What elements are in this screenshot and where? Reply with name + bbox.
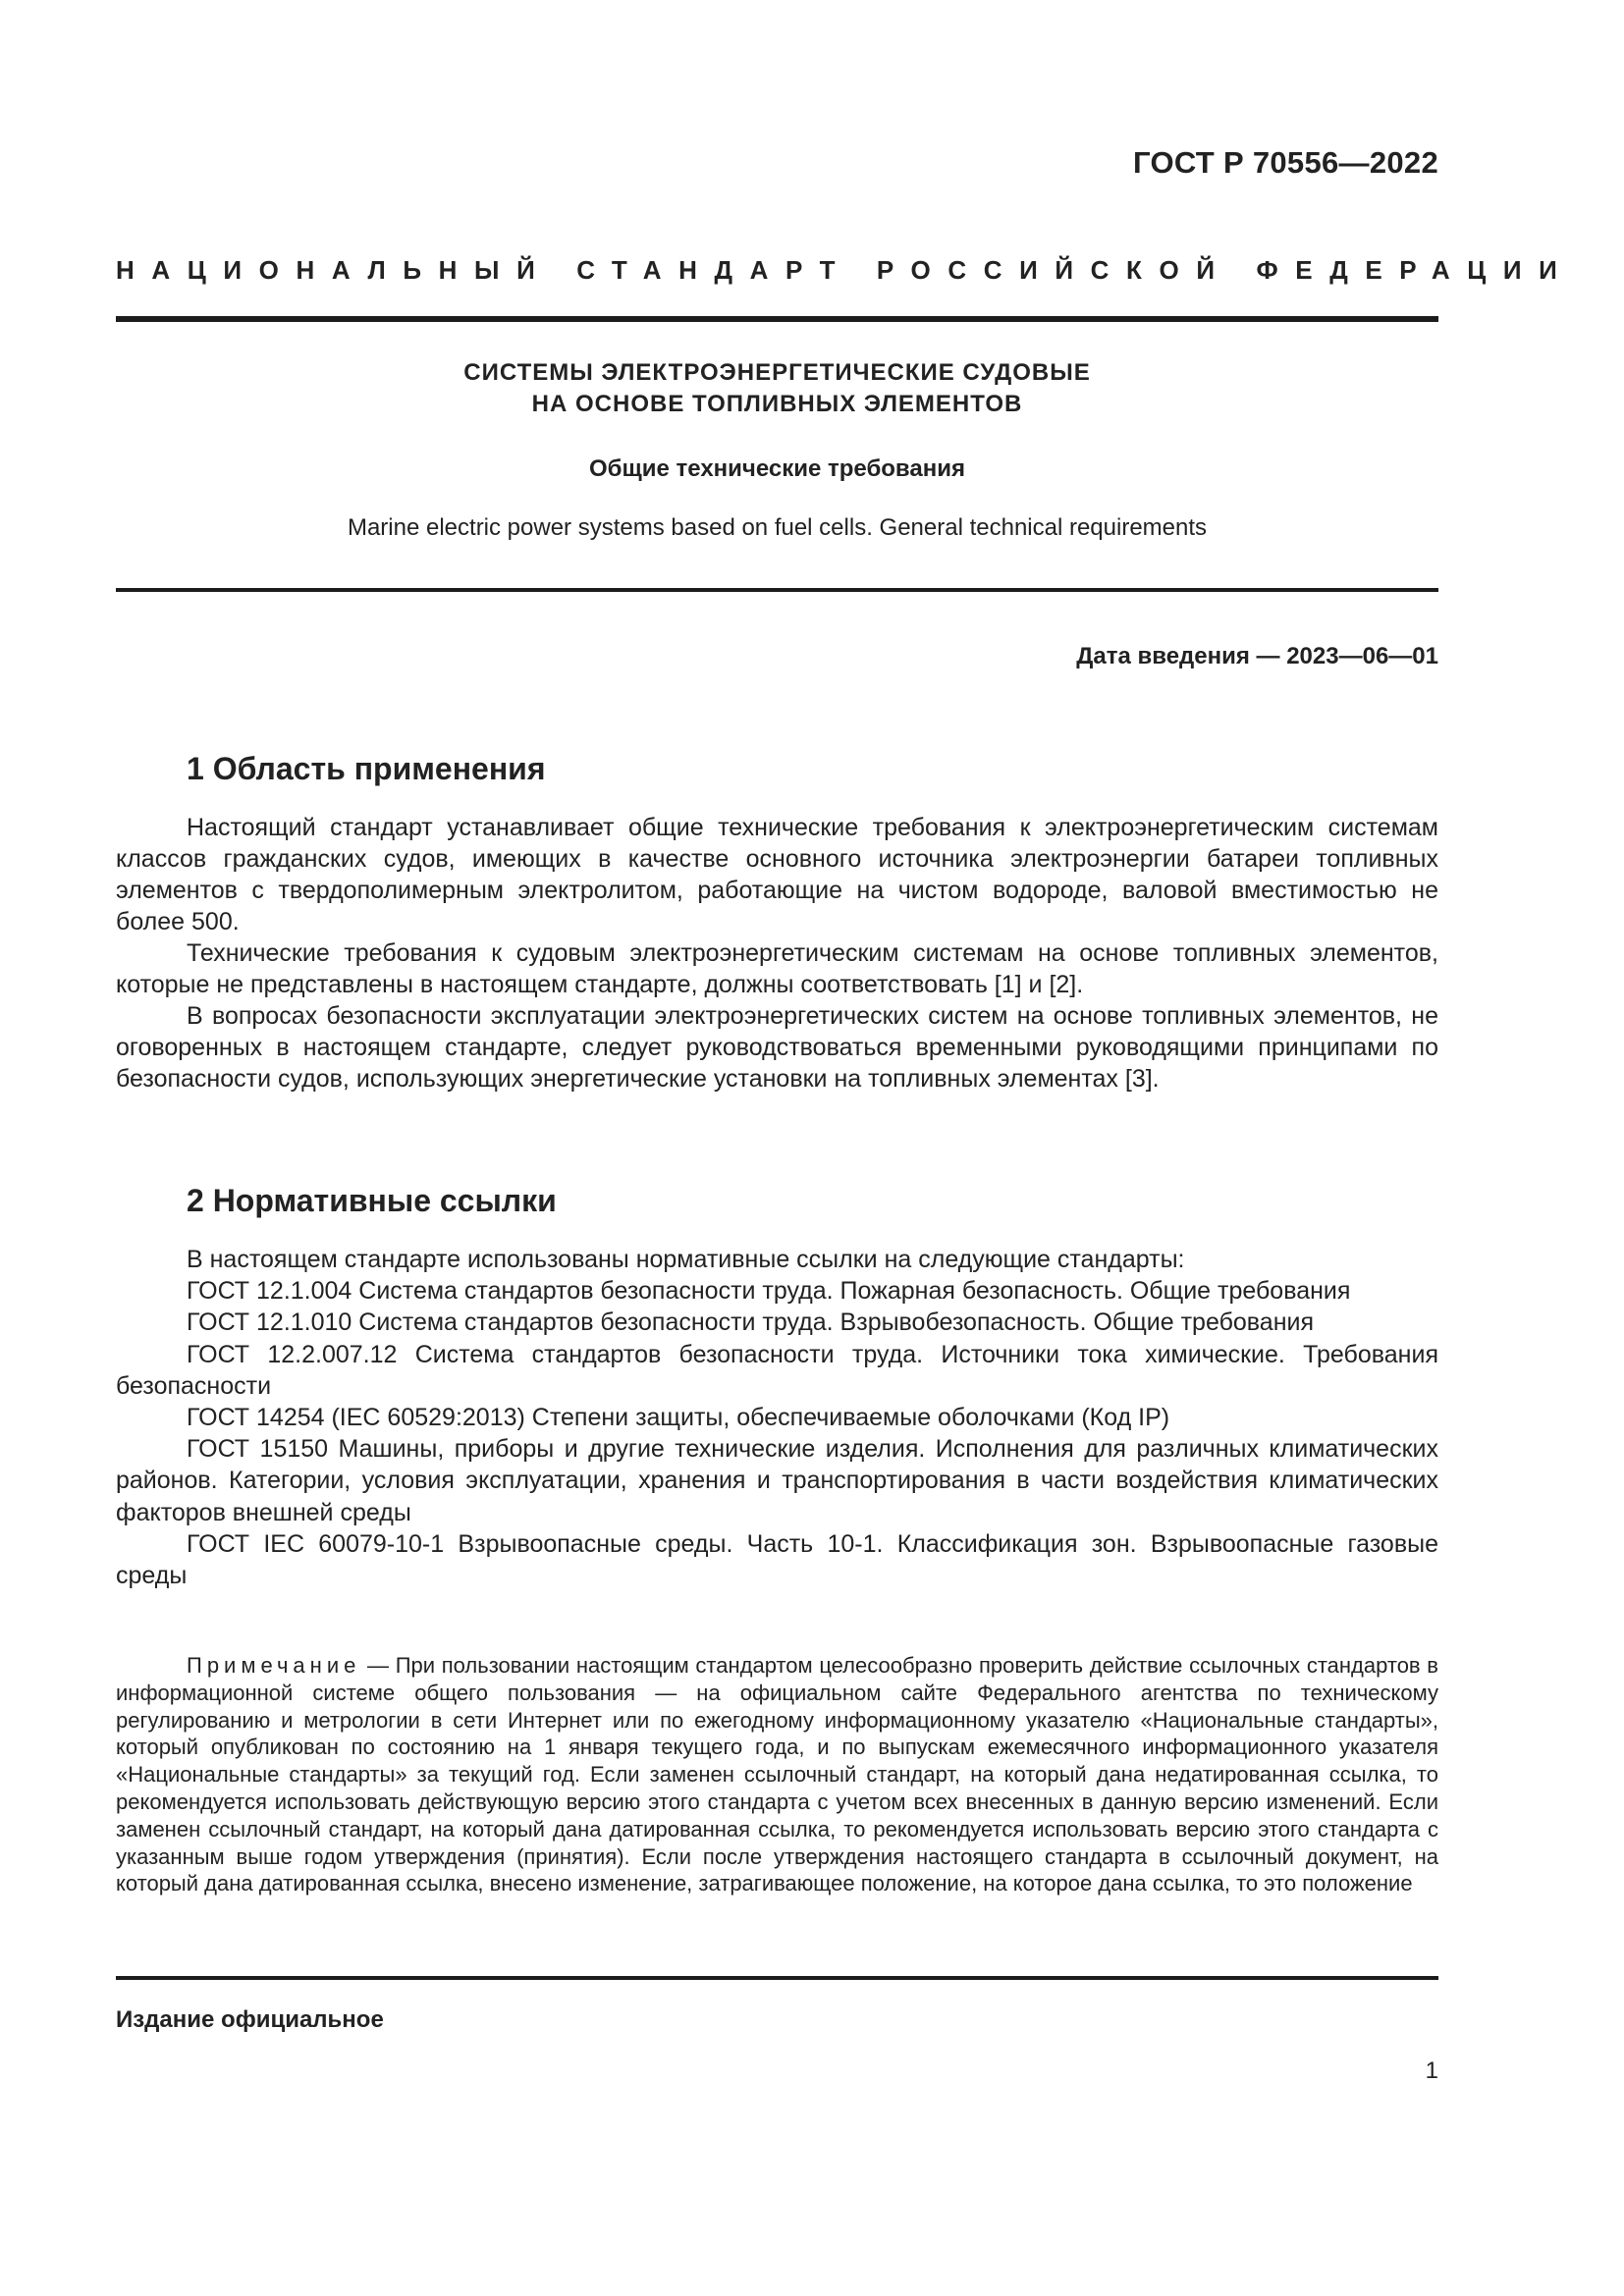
paragraph: Настоящий стандарт устанавливает общие технические требования к электроэнергетическим системам классов гражданских судов, имеющих в качестве основного источника электроэнергии батареи топливных элементов с твердополимерным электролитом, работающие на чистом водороде, валовой вместимостью не более 500. <box>116 814 1438 935</box>
title-line-1: СИСТЕМЫ ЭЛЕКТРОЭНЕРГЕТИЧЕСКИЕ СУДОВЫЕ <box>463 359 1091 386</box>
paragraph: Технические требования к судовым электроэнергетическим системам на основе топливных элементов, которые не представлены в настоящем стандарте, должны соответствовать [1] и [2]. <box>116 939 1438 998</box>
page-number: 1 <box>1425 2057 1438 2084</box>
reference-intro: В настоящем стандарте использованы нормативные ссылки на следующие стандарты: <box>187 1246 1185 1273</box>
note-text: — При пользовании настоящим стандартом целесообразно проверить действие ссылочных стандартов в информационной системе общего пользования — на официальном сайте Федерального агентства по техническому регулированию и метрологии в сети Интернет или по ежегодному информационному указателю «Национальные стандарты», который опубликован по состоянию на 1 января текущего года, и по выпускам ежемесячного информационного указателя «Национальные стандарты» за текущий год. Если заменен ссылочный стандарт, на который дана недатированная ссылка, то рекомендуется использовать действующую версию этого стандарта с учетом всех внесенных в данную версию изменений. Если заменен ссылочный стандарт, на который дана датированная ссылка, то рекомендуется использовать версию этого стандарта с указанным выше годом утверждения (принятия). Если после утверждения настоящего стандарта в ссылочный документ, на который дана датированная ссылка, внесено изменение, затрагивающее положение, на которое дана ссылка, то это положение <box>116 1653 1438 1896</box>
title-line-2: НА ОСНОВЕ ТОПЛИВНЫХ ЭЛЕМЕНТОВ <box>531 391 1023 417</box>
section-1-heading: 1 Область применения <box>187 751 546 786</box>
introduction-date: Дата введения — 2023—06—01 <box>1076 643 1438 669</box>
document-subtitle: Общие технические требования <box>589 455 965 482</box>
reference-item: ГОСТ IEC 60079-10-1 Взрывоопасные среды. Часть 10-1. Классификация зон. Взрывоопасные газовые среды <box>116 1529 1438 1590</box>
paragraph: В вопросах безопасности эксплуатации электроэнергетических систем на основе топливных элементов, не оговоренных в настоящем стандарте, следует руководствоваться временными руководящими принципами по безопасности судов, использующих энергетические установки на топливных элементах [3]. <box>116 1002 1438 1093</box>
reference-item: ГОСТ 12.1.004 Система стандартов безопасности труда. Пожарная безопасность. Общие требования <box>187 1277 1351 1306</box>
document-title <box>116 357 1438 420</box>
section-1-body <box>116 812 1438 1095</box>
note-label: Примечание <box>187 1653 361 1678</box>
national-standard-banner: НАЦИОНАЛЬНЫЙ СТАНДАРТ РОССИЙСКОЙ ФЕДЕРАЦИИ <box>116 255 1575 285</box>
document-code: ГОСТ Р 70556—2022 <box>1133 145 1438 180</box>
english-title: Marine electric power systems based on fuel cells. General technical requirements <box>347 514 1208 541</box>
reference-item: ГОСТ 15150 Машины, приборы и другие технические изделия. Исполнения для различных климатических районов. Категории, условия эксплуатации, хранения и транспортирования в части воздействия климатических факторов внешней среды <box>116 1435 1438 1526</box>
top-divider <box>116 316 1438 322</box>
section-2-references <box>116 1244 1438 1591</box>
reference-item: ГОСТ 14254 (IEC 60529:2013) Степени защиты, обеспечиваемые оболочками (Код IP) <box>187 1404 1170 1432</box>
reference-item: ГОСТ 12.1.010 Система стандартов безопасности труда. Взрывобезопасность. Общие требования <box>187 1308 1315 1337</box>
section-2-heading: 2 Нормативные ссылки <box>187 1183 557 1218</box>
official-edition-label: Издание официальное <box>116 2006 384 2033</box>
reference-note <box>116 1652 1438 1897</box>
reference-item: ГОСТ 12.2.007.12 Система стандартов безопасности труда. Источники тока химические. Требования безопасности <box>116 1340 1438 1400</box>
footer-divider <box>116 1976 1438 1980</box>
title-divider <box>116 588 1438 592</box>
